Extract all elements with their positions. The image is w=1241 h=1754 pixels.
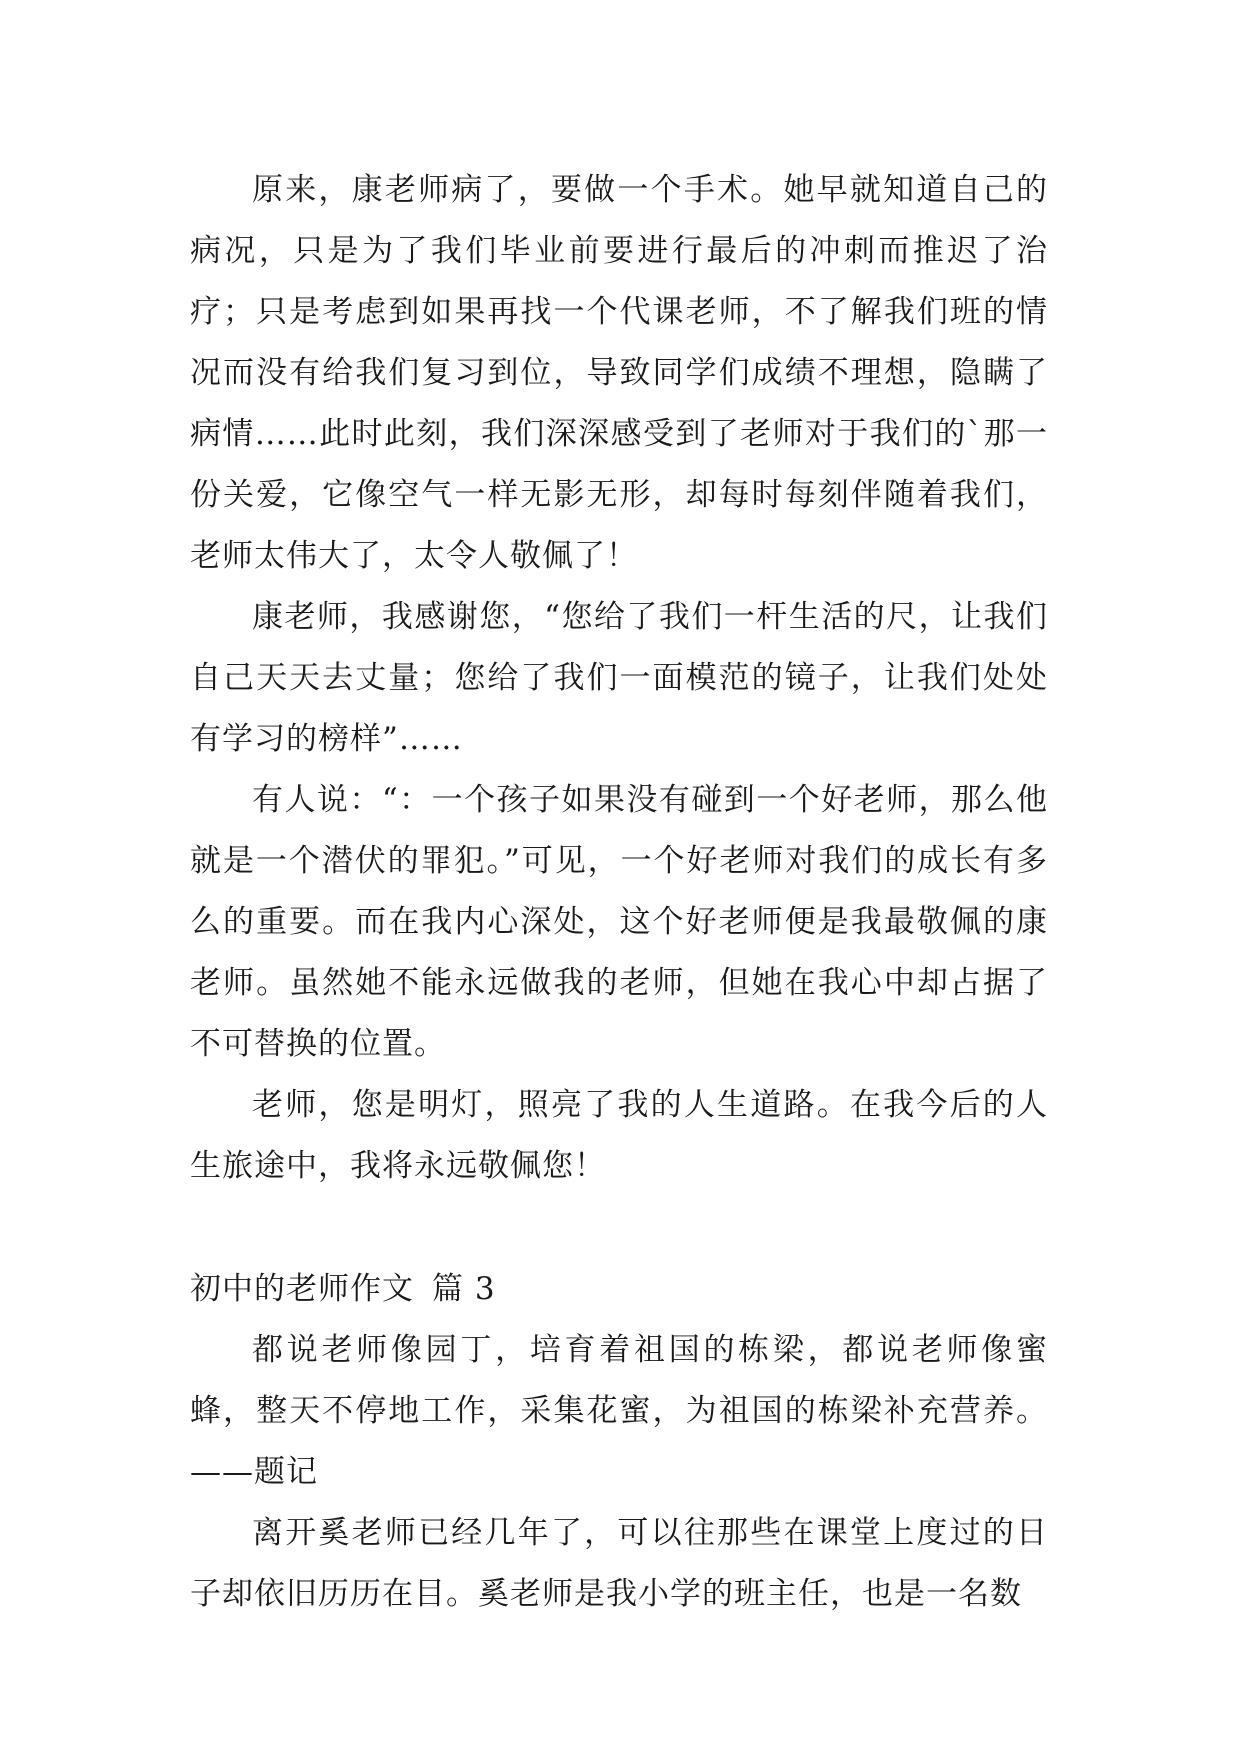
paragraph: 老师，您是明灯，照亮了我的人生道路。在我今后的人生旅途中，我将永远敬佩您！ xyxy=(190,1087,1048,1184)
paragraph: 有人说：“：一个孩子如果没有碰到一个好老师，那么他就是一个潜伏的罪犯。”可见，一个好老师对我们的成长有多么的重要。而在我内心深处，这个好老师便是我最敬佩的康老师。虽然她不能永远做我的老师，但她在我心中却占据了不可替换的位置。 xyxy=(190,782,1048,1062)
section-heading xyxy=(190,1259,1048,1320)
document-page xyxy=(190,160,1048,1625)
paragraph: 离开奚老师已经几年了，可以往那些在课堂上度过的日子却依旧历历在目。奚老师是我小学的班主任，也是一名数 xyxy=(190,1515,1048,1612)
section-title: 初中的老师作文 xyxy=(190,1271,414,1307)
paragraph: 原来，康老师病了，要做一个手术。她早就知道自己的病况，只是为了我们毕业前要进行最后的冲刺而推迟了治疗；只是考虑到如果再找一个代课老师，不了解我们班的情况而没有给我们复习到位，导致同学们成绩不理想，隐瞒了病情……此时此刻，我们深深感受到了老师对于我们的`那一份关爱，它像空气一样无影无形，却每时每刻伴随着我们，老师太伟大了，太令人敬佩了！ xyxy=(190,172,1048,574)
section-number: 篇 3 xyxy=(432,1271,496,1307)
paragraph: 康老师，我感谢您，“您给了我们一杆生活的尺，让我们自己天天去丈量；您给了我们一面模范的镜子，让我们处处有学习的榜样”…… xyxy=(190,599,1048,757)
paragraph: 都说老师像园丁，培育着祖国的栋梁，都说老师像蜜蜂，整天不停地工作，采集花蜜，为祖国的栋梁补充营养。——题记 xyxy=(190,1332,1048,1490)
